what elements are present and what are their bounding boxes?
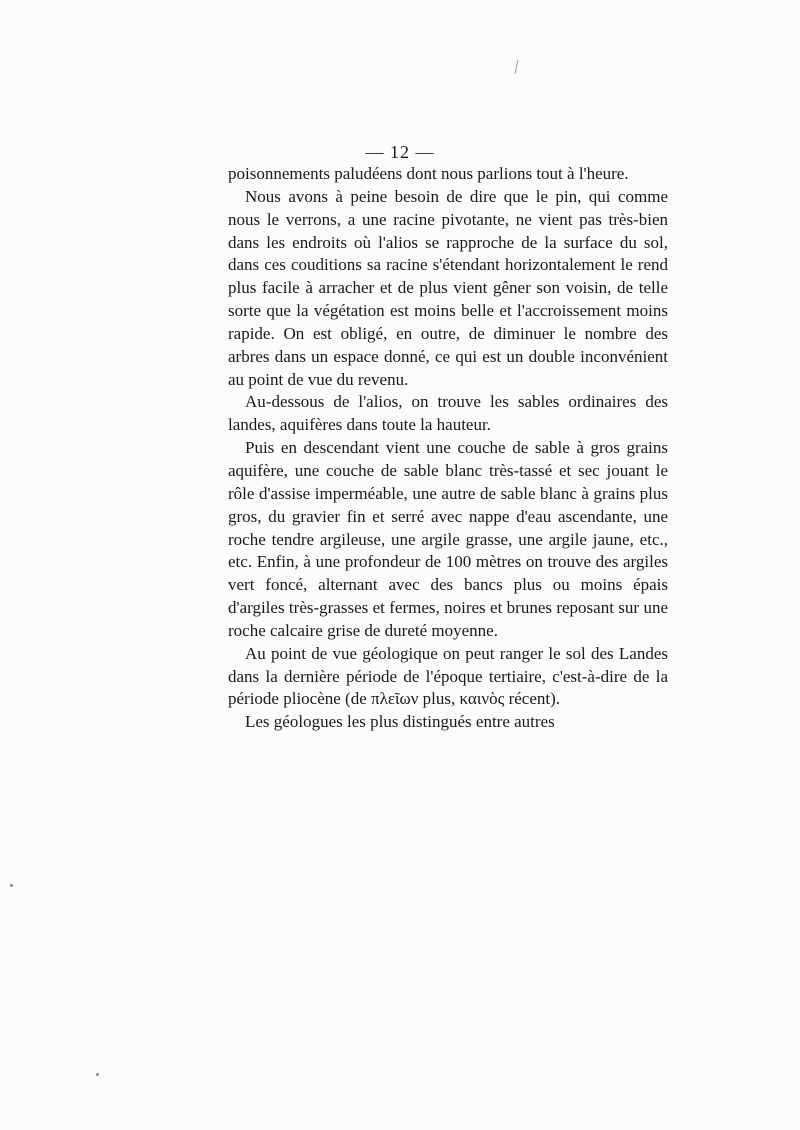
paragraph: Les géologues les plus distingués entre autres [245,712,555,732]
paragraph: Au point de vue géologique on peut ranger le sol des Landes dans la dernière période de l'époque tertiaire, c'est-à-dire de la période pliocène (de πλεῖων plus, καινὸς récent). [228,643,668,709]
paragraph: Nous avons à peine besoin de dire que le pin, qui comme nous le verrons, a une racine pivotante, ne vient pas très-bien dans les endroits où l'alios se rapproche de la surface du sol, dans ces couditions sa racine s'étendant horizontalement le rend plus facile à arracher et de plus vient gêner son voisin, de telle sorte que la végétation est moins belle et l'accroissement moins rapide. On est obligé, en outre, de diminuer le nombre des arbres dans un espace donné, ce qui est un double inconvénient au point de vue du revenu. [228,186,668,389]
paragraph: Au-dessous de l'alios, on trouve les sables ordinaires des landes, aquifères dans toute la hauteur. [228,392,668,435]
stray-ink-mark [515,60,519,74]
page-number: — 12 — [365,142,435,162]
paper-speck [96,1073,99,1076]
paper-speck [10,884,13,887]
body-text [228,163,668,734]
paragraph: poisonnements paludéens dont nous parlions tout à l'heure. [228,164,629,183]
paragraph: Puis en descendant vient une couche de sable à gros grains aquifère, une couche de sable blanc très-tassé et sec jouant le rôle d'assise imperméable, une autre de sable blanc à grains plus gros, du gravier fin et serré avec nappe d'eau ascendante, une roche tendre argileuse, une argile grasse, une argile jaune, etc., etc. Enfin, à une profondeur de 100 mètres on trouve des argiles vert foncé, alternant avec des bancs plus ou moins épais d'argiles très-grasses et fermes, noires et brunes reposant sur une roche calcaire grise de dureté moyenne. [228,438,668,640]
